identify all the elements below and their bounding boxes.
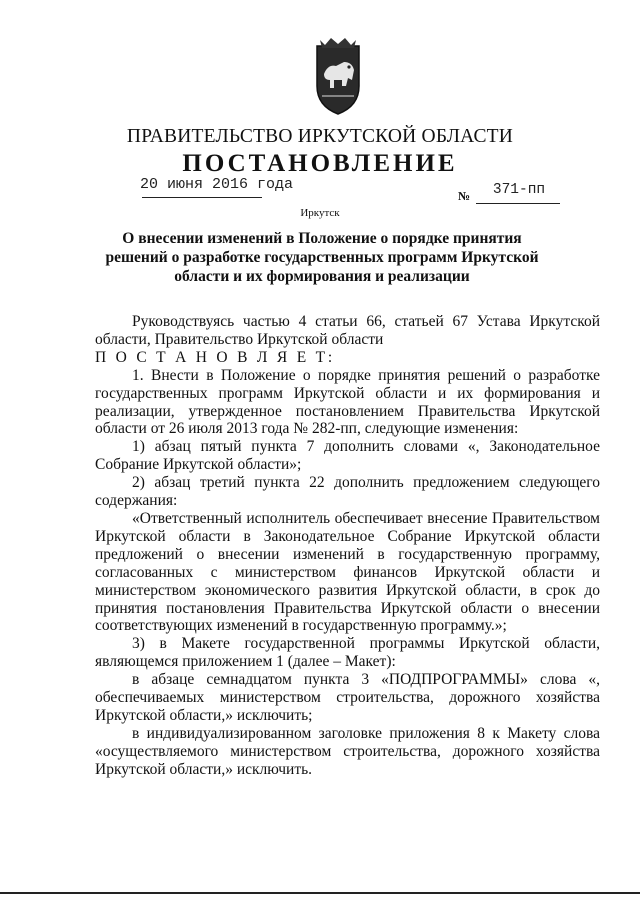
city-label: Иркутск (300, 207, 340, 219)
body-paragraph-2: 1) абзац пятый пункта 7 дополнить словами «, Законодательное Собрание Иркутской области»; (95, 438, 600, 474)
preamble-paragraph: Руководствуясь частью 4 статьи 66, статьей 67 Устава Иркутской области, Правительство Иркутской области (95, 313, 600, 348)
body-paragraph-1: 1. Внести в Положение о порядке принятия решений о разработке государственных программ Иркутской области и их формирования и реализации, утвержденное постановлением Правительства Иркутской области от 26 июля 2013 года № 282-пп, следующие изменения: (95, 366, 600, 438)
body-paragraph-5: 3) в Макете государственной программы Иркутской области, являющемся приложением 1 (далее – Макет): (95, 635, 600, 671)
document-body (95, 313, 600, 779)
body-paragraph-7: в индивидуализированном заголовке приложения 8 к Макету слова «осуществляемого министерством строительства, дорожного хозяйства Иркутской области,» исключить. (95, 724, 600, 778)
body-paragraph-4: «Ответственный исполнитель обеспечивает внесение Правительством Иркутской области в Законодательное Собрание Иркутской области предложений о внесении изменений в государственную программу, согласованных с министерством финансов Иркутской области и министерством экономического развития Иркутской области, в срок до принятия постановления Правительства Иркутской области о внесении соответствующих изменений в государственную программу.»; (95, 509, 600, 635)
document-subject: О внесении изменений в Положение о порядке принятия решений о разработке государственных программ Иркутской области и их формирования и реализации (105, 230, 539, 285)
number-underline (476, 203, 560, 204)
date-underline (142, 197, 262, 198)
number-sign: № (458, 189, 471, 203)
coat-of-arms-emblem (308, 34, 368, 118)
body-paragraph-3: 2) абзац третий пункта 22 дополнить предложением следующего содержания: (95, 474, 600, 510)
decree-word: П О С Т А Н О В Л Я Е Т: (95, 348, 336, 366)
document-type-heading: ПОСТАНОВЛЕНИЕ (182, 150, 458, 177)
scan-bottom-edge (0, 892, 640, 894)
document-number: 371-пп (492, 182, 546, 198)
organization-title: ПРАВИТЕЛЬСТВО ИРКУТСКОЙ ОБЛАСТИ (126, 126, 514, 147)
body-paragraph-6: в абзаце семнадцатом пункта 3 «ПОДПРОГРАММЫ» слова «, обеспечиваемых министерством строительства, дорожного хозяйства Иркутской области,» исключить; (95, 671, 600, 724)
document-date: 20 июня 2016 года (140, 176, 294, 193)
